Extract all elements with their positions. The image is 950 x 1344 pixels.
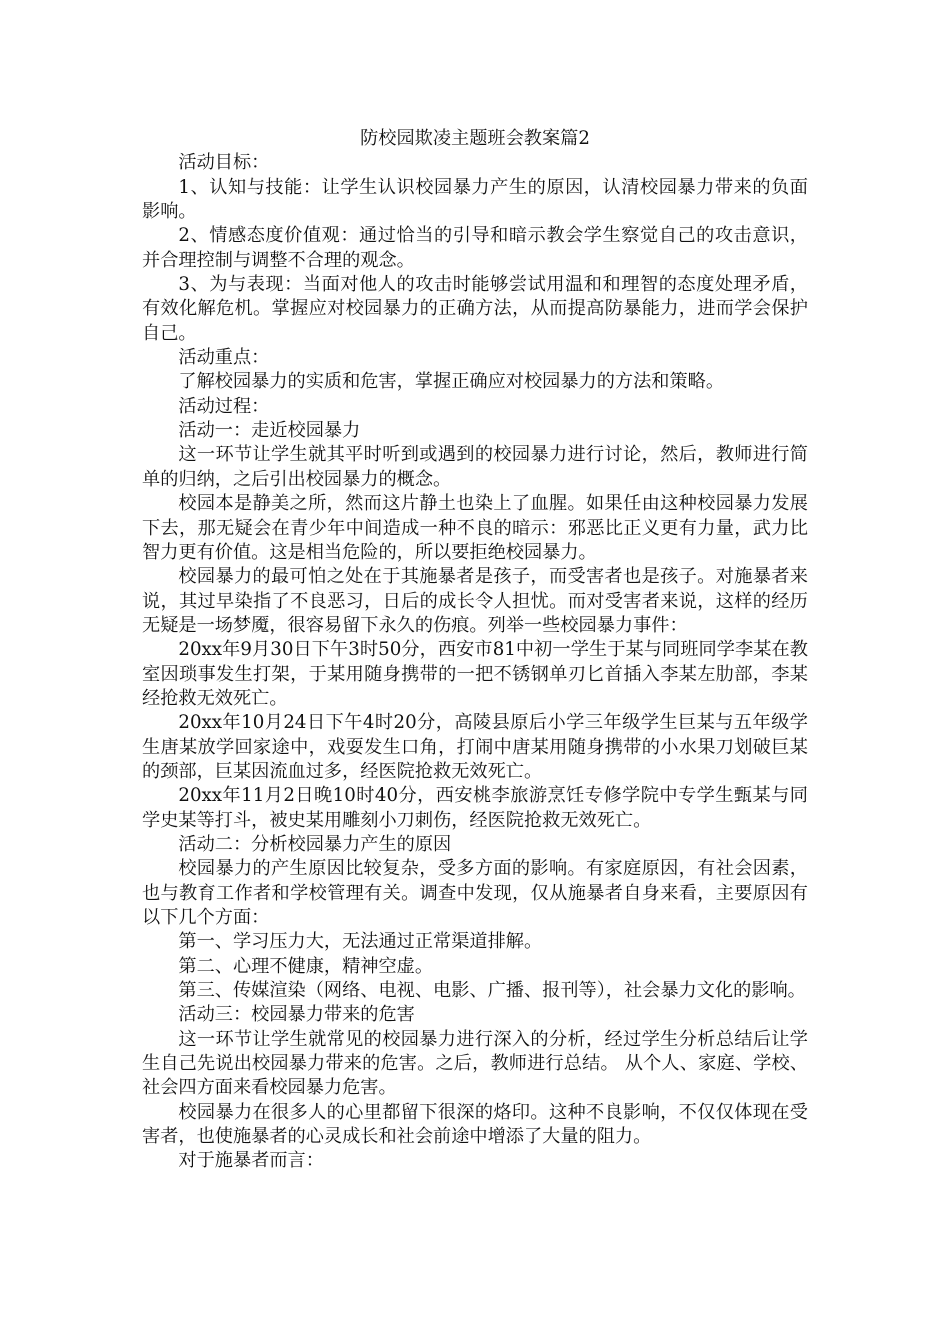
paragraph: 了解校园暴力的实质和危害，掌握正确应对校园暴力的方法和策略。 [178,371,725,393]
paragraph: 校园暴力的产生原因比较复杂，受多方面的影响。有家庭原因，有社会因素，也与教育工作者和学校管理有关。调查中发现，仅从施暴者自身来看，主要原因有以下几个方面： [142,858,808,928]
paragraph: 第三、传媒渲染（网络、电视、电影、广播、报刊等），社会暴力文化的影响。 [178,980,806,1002]
paragraph: 1、认知与技能：让学生认识校园暴力产生的原因，认清校园暴力带来的负面影响。 [142,176,808,223]
paragraph: 2、情感态度价值观：通过恰当的引导和暗示教会学生察觉自己的攻击意识，并合理控制与调整不合理的观念。 [142,225,808,271]
paragraph: 活动目标： [178,152,270,174]
paragraph: 3、为与表现：当面对他人的攻击时能够尝试用温和和理智的态度处理矛盾，有效化解危机。掌握应对校园暴力的正确方法，从而提高防暴能力，进而学会保护自己。 [142,274,808,344]
paragraph: 对于施暴者而言： [178,1150,324,1172]
document-title: 防校园欺凌主题班会教案篇2 [360,128,590,149]
paragraph: 第二、心理不健康，精神空虚。 [178,955,434,977]
paragraph: 校园本是静美之所，然而这片静土也染上了血腥。如果任由这种校园暴力发展下去，那无疑会在青少年中间造成一种不良的暗示：邪恶比正义更有力量，武力比智力更有价值。这是相当危险的，所以要拒绝校园暴力。 [142,493,808,563]
paragraph: 校园暴力在很多人的心里都留下很深的烙印。这种不良影响，不仅仅体现在受害者，也使施暴者的心灵成长和社会前途中增添了大量的阻力。 [142,1101,808,1148]
paragraph: 这一环节让学生就常见的校园暴力进行深入的分析，经过学生分析总结后让学生自己先说出校园暴力带来的危害。之后，教师进行总结。 从个人、家庭、学校、社会四方面来看校园暴力危害。 [142,1028,808,1099]
paragraph: 校园暴力的最可怕之处在于其施暴者是孩子，而受害者也是孩子。对施暴者来说，其过早染指了不良恶习，日后的成长令人担忧。而对受害者来说，这样的经历无疑是一场梦魇，很容易留下永久的伤痕。列举一些校园暴力事件： [142,566,808,636]
paragraph: 这一环节让学生就其平时听到或遇到的校园暴力进行讨论，然后，教师进行简单的归纳，之后引出校园暴力的概念。 [142,444,808,490]
paragraph: 第一、学习压力大，无法通过正常渠道排解。 [178,931,543,953]
document-body [142,127,808,1174]
paragraph: 活动过程： [178,395,270,417]
paragraph: 20xx年9月30日下午3时50分，西安市81中初一学生于某与同班同学李某在教室因琐事发生打架，于某用随身携带的一把不锈钢单刃匕首插入李某左肋部，李某经抢救无效死亡。 [142,639,808,709]
paragraph: 活动一：走近校园暴力 [178,420,361,442]
paragraph: 20xx年11月2日晚10时40分，西安桃李旅游烹饪专修学院中专学生甄某与同学史某等打斗，被史某用雕刻小刀刺伤，经医院抢救无效死亡。 [142,785,808,831]
paragraph: 活动重点： [178,347,270,369]
paragraph: 活动三：校园暴力带来的危害 [178,1004,415,1026]
paragraph: 20xx年10月24日下午4时20分，高陵县原后小学三年级学生巨某与五年级学生唐某放学回家途中，戏耍发生口角，打闹中唐某用随身携带的小水果刀划破巨某的颈部，巨某因流血过多，经医院抢救无效死亡。 [142,712,808,782]
paragraph: 活动二：分析校园暴力产生的原因 [178,833,452,855]
